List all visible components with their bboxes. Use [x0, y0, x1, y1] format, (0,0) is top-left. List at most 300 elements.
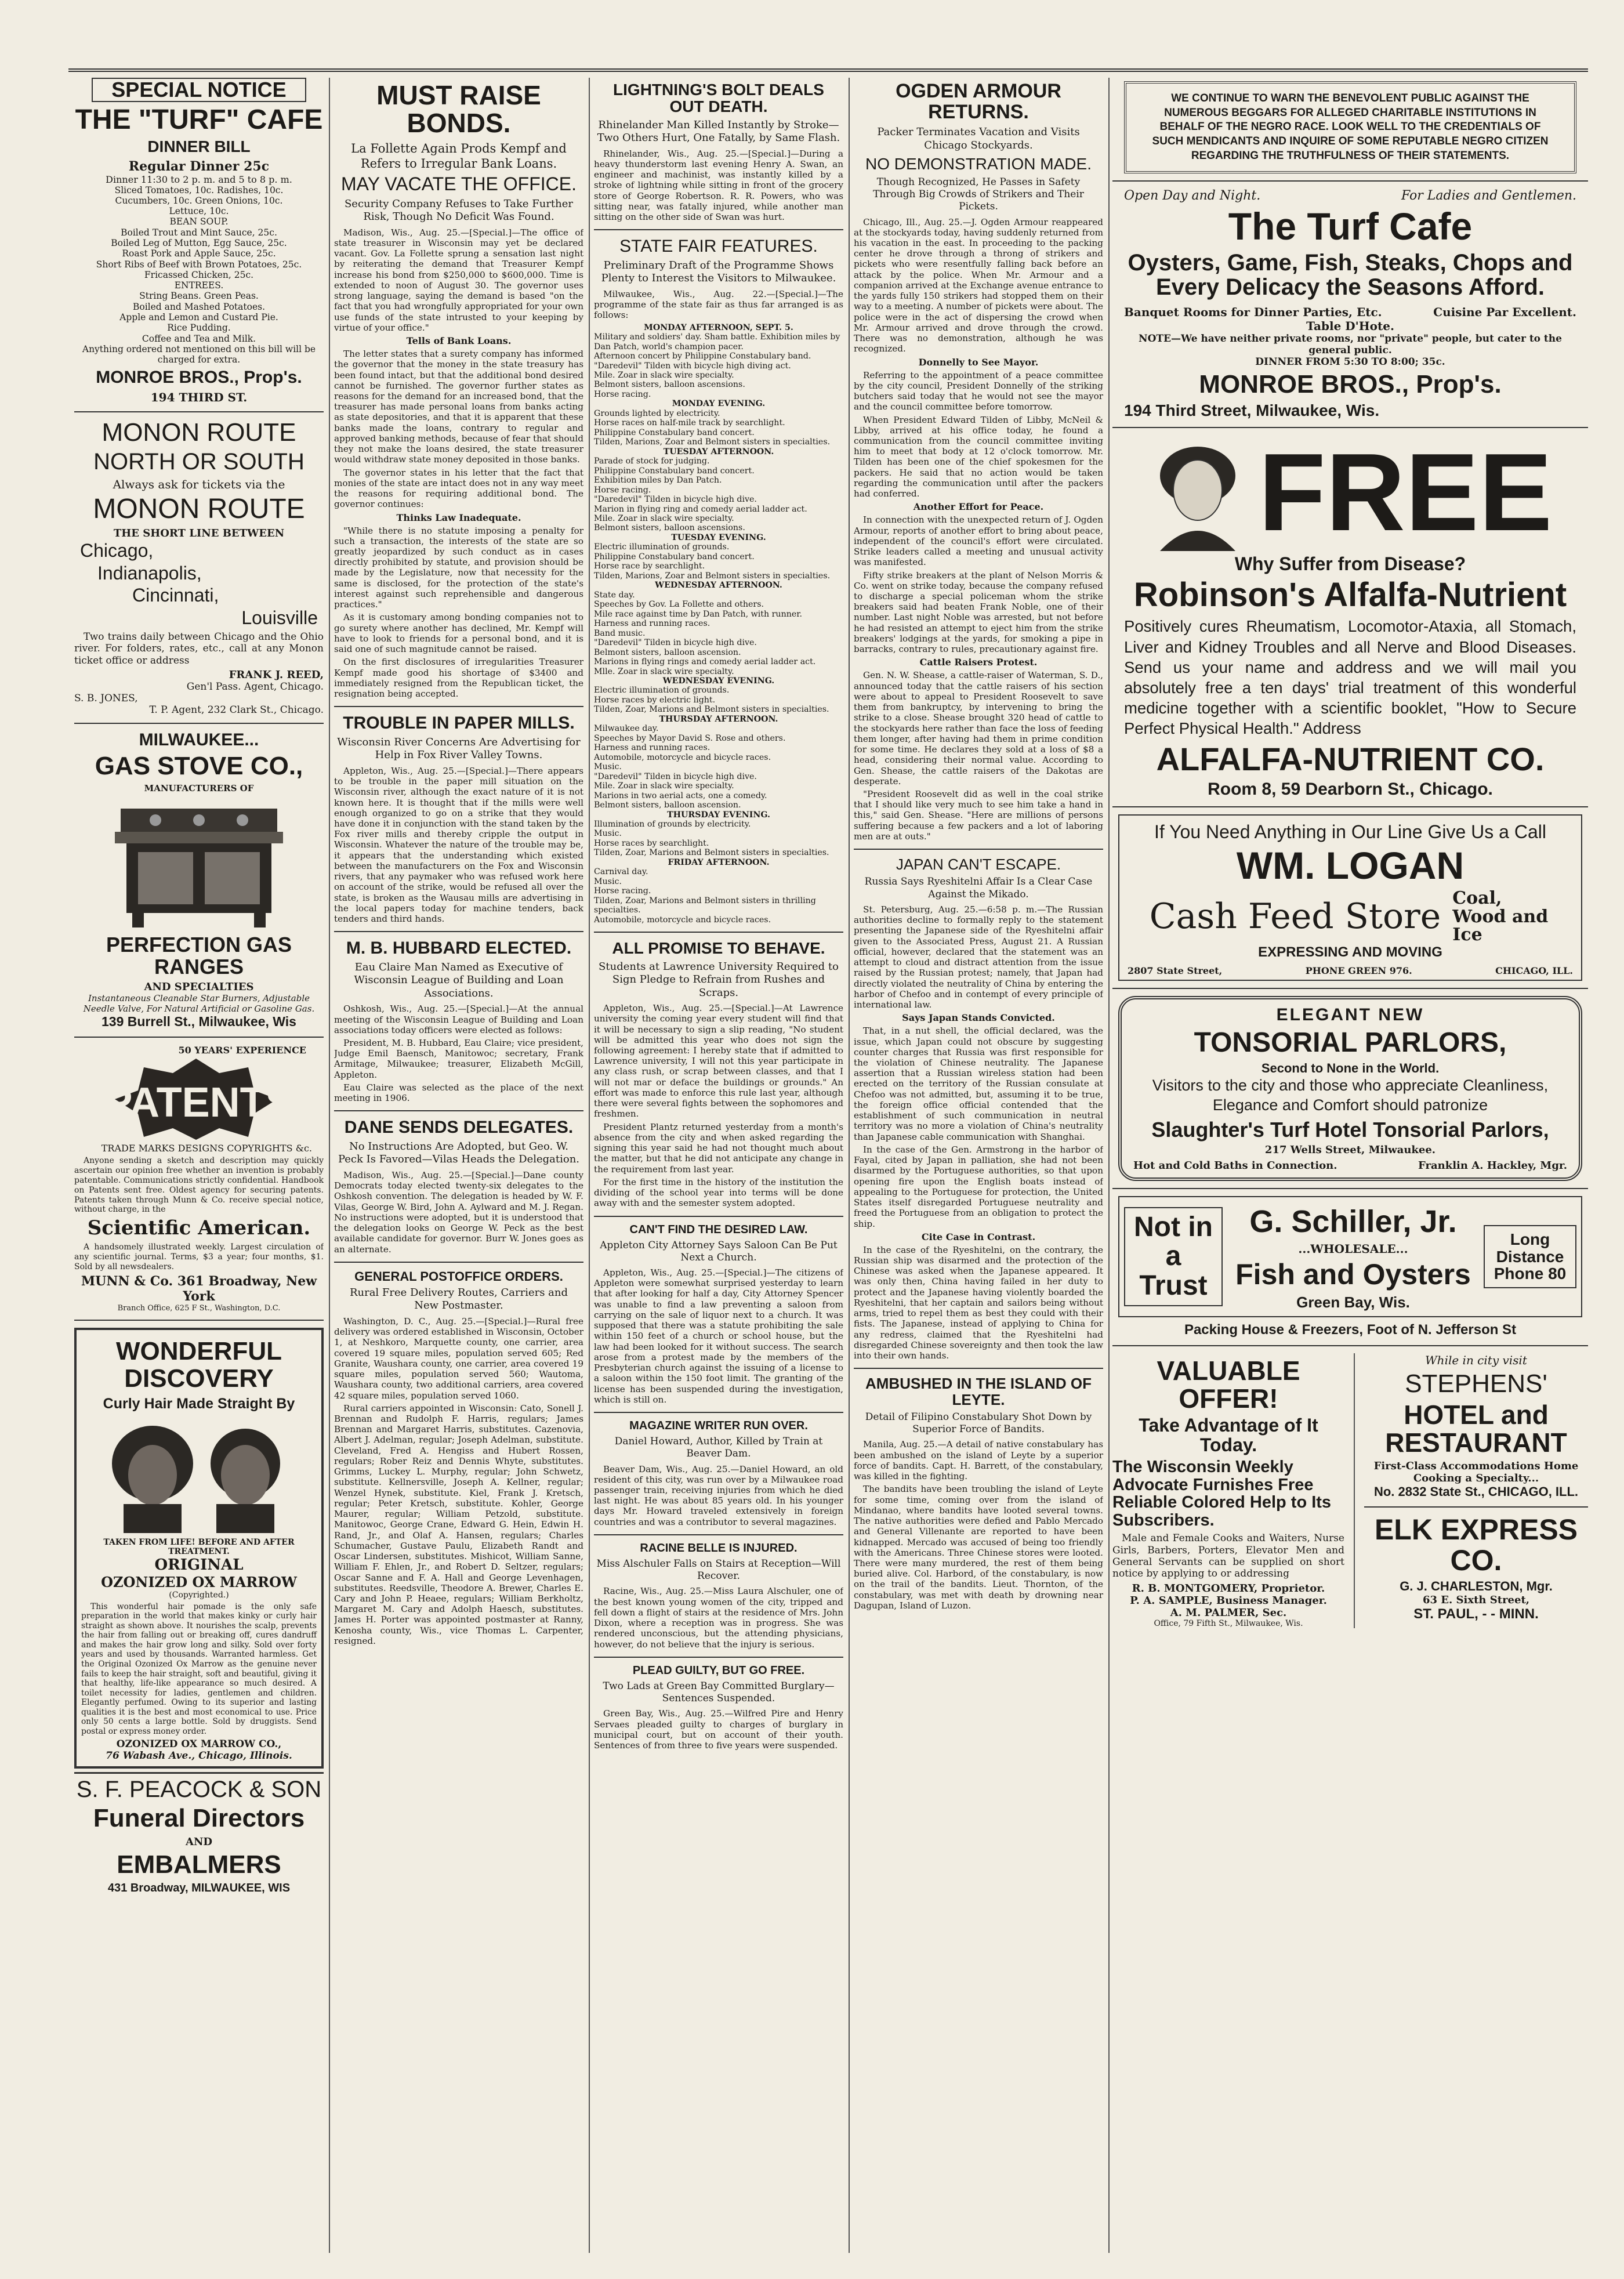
- green-bay: Green Bay, Wis.: [1296, 1293, 1410, 1311]
- turf-cafe-tagline: [1124, 189, 1576, 203]
- fair-programme: [594, 323, 843, 925]
- programme-line: Afternoon concert by Philippine Constabulary band.: [594, 352, 811, 361]
- sample: P. A. SAMPLE, Business Manager.: [1130, 1594, 1327, 1607]
- menu-item: Boiled Trout and Mint Sauce, 25c.: [121, 227, 277, 238]
- menu-item: String Beans. Green Peas.: [139, 291, 259, 302]
- headline: AMBUSHED IN THE ISLAND OF LEYTE.: [865, 1375, 1092, 1408]
- menu-item: Anything ordered not mentioned on this bill will be charged for extra.: [82, 343, 316, 365]
- logan-ad: [1118, 814, 1582, 980]
- ox-marrow-text: This wonderful hair pomade is the only safe preparation in the world that makes kinky or curly hair straight as shown above. It nourishes the scalp, prevents the hair from falling out or breaking off, cures dandruff and makes the hair grow long and silky. Sold over forty years and used by thousands. Warranted harmless. Get the Original Ozonized Ox Marrow as the genuine never fails to keep the hair straight, soft and beautiful, giving it that healthy, life-like appearance so much desired. A toilet necessity for ladies, gentlemen and children. Elegantly perfumed. Owing to its superior and lasting qualities it is the best and most economical to use. Price only 50 cents a large bottle. Sold by druggists. Send postal or express money order.: [81, 1602, 317, 1736]
- paragraph: In connection with the unexpected return of J. Ogden Armour, reports of another effort to bring about peace, independent of the council's effort were circulated. Strike leaders called a meeting and unusual activity was manifested.: [854, 515, 1103, 568]
- munn-branch: Branch Office, 625 F St., Washington, D.C.: [117, 1304, 281, 1313]
- alfalfa-address: Room 8, 59 Dearborn St., Chicago.: [1208, 780, 1493, 799]
- divider: [1112, 988, 1588, 989]
- programme-line: Exhibition miles by Dan Patch.: [594, 476, 722, 485]
- paragraph: For the first time in the history of the institution the dividing of the school year into terms will be done away with and the semester system adopted.: [594, 1176, 843, 1209]
- peacock-name: S. F. PEACOCK & SON: [74, 1772, 324, 1802]
- programme-line: Philippine Constabulary band concert.: [594, 427, 755, 437]
- headline: GENERAL POSTOFFICE ORDERS.: [354, 1269, 563, 1284]
- paragraph: President, M. B. Hubbard, Eau Claire; vice president, Judge Emil Baensch, Manitowoc; secretary, Frank Armitage, Milwaukee; treasurer, Elizabeth McGill, Appleton.: [334, 1038, 583, 1080]
- article-plead-guilty: [594, 1665, 843, 1751]
- advocate-ad: [1112, 1353, 1344, 1628]
- monroe-bros: MONROE BROS., Prop's.: [1199, 369, 1502, 398]
- programme-line: "Daredevil" Tilden in bicycle high dive.: [594, 771, 757, 781]
- turf-cafe-title: The Turf Cafe: [1228, 205, 1473, 248]
- valuable-offer: VALUABLE OFFER!: [1157, 1355, 1300, 1414]
- programme-line: Parade of stock for judging.: [594, 456, 710, 466]
- munn-address: MUNN & Co. 361 Broadway, New York: [81, 1274, 317, 1305]
- newspaper-page: [68, 68, 1588, 2259]
- headline-2: NO DEMONSTRATION MADE.: [865, 155, 1092, 173]
- table-dhote: Table D'Hote.: [1306, 318, 1394, 333]
- paragraph: Fifty strike breakers at the plant of Nelson Morris & Co. went on strike today, because the company refused to discharge a special policeman whom the strike breakers said had beaten Frank Noble, one of their number. Last night Noble was arrested, but not before he had resisted an attempt to eject him from the strike breakers' lodgings at the yards, for smoking a pipe in barracks, contrary to rules, precautionary against fire.: [854, 570, 1103, 655]
- second-to-none: Second to None in the World.: [1261, 1061, 1440, 1076]
- programme-line: Automobile, motorcycle and bicycle races.: [594, 752, 771, 762]
- column-4: [854, 78, 1103, 2253]
- programme-line: Belmont sisters, balloon ascensions.: [594, 523, 745, 533]
- menu-item: Roast Pork and Apple Sauce, 25c.: [122, 248, 276, 259]
- programme-line: MONDAY EVENING.: [672, 399, 766, 409]
- paragraph: Appleton, Wis., Aug. 25.—[Special.]—There appears to be trouble in the paper mill situation on the Wisconsin river, although the exact nature of it is not known here. It is thought that if the mills were well enough organized to go on a strike that they would have done it in conjunction with the stand taken by the Fox river mills and thereby cripple the output in Wisconsin. Whatever the nature of the trouble may be, it appears that the understanding which existed between the manufacturers on the Fox and Wisconsin rivers, that any paymaker who was refused work here on account of the strike, would be refused all over the state, is broken as the Wausau mills are advertising in the local papers today for machine tenders, back tenders and third hands.: [334, 765, 583, 925]
- divider: [334, 931, 583, 932]
- tonsorial-footer: [1133, 1160, 1567, 1172]
- special-notice-heading: SPECIAL NOTICE: [92, 78, 306, 102]
- headline: M. B. HUBBARD ELECTED.: [346, 939, 572, 958]
- trade-marks: TRADE MARKS DESIGNS COPYRIGHTS &c.: [101, 1143, 312, 1154]
- programme-line: Horse races on half-mile track by searchlight.: [594, 418, 785, 428]
- take-advantage: Take Advantage of It Today.: [1139, 1415, 1318, 1455]
- menu-item: Boiled and Mashed Potatoes.: [132, 301, 266, 312]
- turf-cafe-large-ad: [1112, 189, 1588, 419]
- while-in-city: While in city visit: [1425, 1353, 1527, 1367]
- headline: JAPAN CAN'T ESCAPE.: [896, 856, 1061, 874]
- column-rule: [1108, 78, 1110, 2253]
- paragraph: St. Petersburg, Aug. 25.—6:58 p. m.—The Russian authorities decline to formally reply to the statement presenting the Japanese side of the Ryeshitelni affair given to the Associated Press, August 21. A Russian official, however, declared that the statement was an attempt to cloud and distract attention from the issue raised by the Russian protest; namely, that Japan had directly violated the neutrality of China by entering the harbor of Chefoo and in contempt of every principle of international law.: [854, 904, 1103, 1010]
- programme-line: Tilden, Marions, Zoar and Belmont sisters in specialties.: [594, 437, 831, 447]
- menu-item: Lettuce, 10c.: [169, 206, 229, 217]
- robinson-title: Robinson's Alfalfa-Nutrient: [1133, 575, 1567, 614]
- headline: MUST RAISE BONDS.: [376, 80, 541, 139]
- headline: LIGHTNING'S BOLT DEALS OUT DEATH.: [613, 81, 824, 116]
- programme-line: Mile race against time by Dan Patch, with runner.: [594, 609, 802, 619]
- subheadline: Rural Free Delivery Routes, Carriers and New Postmaster.: [349, 1286, 568, 1312]
- st-paul: ST. PAUL, - - MINN.: [1413, 1606, 1539, 1622]
- column-2: [334, 78, 583, 2253]
- divider: [594, 1216, 843, 1217]
- programme-line: "Daredevil" Tilden in bicycle high dive.: [594, 638, 757, 648]
- article-magazine-writer: [594, 1420, 843, 1527]
- headline: RACINE BELLE IS INJURED.: [640, 1541, 798, 1555]
- article-all-promise: [594, 940, 843, 1208]
- city: Louisville: [241, 607, 318, 628]
- paragraph: Chicago, Ill., Aug. 25.—J. Ogden Armour reappeared at the stockyards today, having suddenly returned from his vacation in the east. In proceeding to the packing center he drove through a throng of strikers and pickets who were resentfully falling back before an attack by the police. When Mr. Armour and a companion arrived at the Exchange avenue entrance to the yards fully 150 strikers had stopped them on their way to a meeting. A number of pickets were about. The police were in the act of dispersing the crowd when Mr. Armour arrived and drove through the crowd. There was no demonstration, although he was recognized.: [854, 216, 1103, 354]
- subheadline: Eau Claire Man Named as Executive of Wisconsin League of Building and Loan Associations.: [354, 961, 564, 999]
- scientific-american: Scientific American.: [87, 1216, 311, 1240]
- subhead: Another Effort for Peace.: [913, 501, 1044, 513]
- programme-line: Philippine Constabulary band concert.: [594, 466, 755, 476]
- subheadline: Students at Lawrence University Required to Sign Pledge to Refrain from Rushes and Scraps.: [599, 960, 839, 999]
- gas-stove-title: GAS STOVE CO.,: [95, 751, 303, 780]
- embalmers: EMBALMERS: [117, 1850, 281, 1879]
- programme-line: MONDAY AFTERNOON, SEPT. 5.: [644, 323, 793, 332]
- agent-title: Gen'l Pass. Agent, Chicago.: [186, 681, 324, 693]
- packing-house: Packing House & Freezers, Foot of N. Jefferson St: [1184, 1321, 1517, 1338]
- programme-line: Marion in flying ring and comedy aerial ladder act.: [594, 504, 807, 514]
- subhead: Tells of Bank Loans.: [406, 335, 512, 347]
- programme-line: Tilden, Zoar, Marions and Belmont sisters in thrilling specialties.: [594, 896, 816, 915]
- paragraph: In the case of the Ryeshitelni, on the contrary, the Russian ship was disarmed and the protection of the Chinese was asked when the Japanese appeared. It was only then, China having failed in her duty to protect and the Japanese having violently boarded the Ryeshitelni, that her captain and sailors being without arms, tried to repel them as best they could with their fists. The Japanese, instead of applying to China for any redress, claimed that the Ryeshitelni had disregarded Chinese sovereignty and then took the law into their own hands.: [854, 1244, 1103, 1361]
- paragraph: Referring to the appointment of a peace committee by the city council, President Donnelly of the striking butchers said today that he would not see the mayor and the council committee before tomorrow.: [854, 369, 1103, 412]
- why-suffer: Why Suffer from Disease?: [1234, 553, 1466, 574]
- stephens-address: No. 2832 State St., CHICAGO, ILL.: [1373, 1484, 1579, 1499]
- warning-notice: [1124, 81, 1576, 173]
- paragraph: Rural carriers appointed in Wisconsin: Cato, Sonell J. Brennan and Rudolph F. Harris, regulars; James Brennan and Margaret Harris, substitutes. Cazenovia, Albert J. Adelman, regular; Joseph Adelman, substitute. Cleveland, Fred A. Hengiss and Hubert Rossen, regulars; Rober Reiz and Dennis Whyte, substitutes. Grimms, Luckey L. Murphy, regular; John Schwetz, substitute. Kellnersville, Joseph A. Kellner, regular; Wenzel Hynek, substitute. Kiel, Frank J. Kretsch, regular; Peter Kretsch, substitute. Kohler, George Maurer, regular; William Petzold, substitute. Manitowoc, George Crane, Edward G. Hein, Edwin H. Rand, Jr., and Olaf A. Hansen, regulars; Charles Schumacher, Gustave Paulu, Elizabeth Randt and Oscar Lindersen, substitutes. Mishicot, William Sanne, William F. Ehlen, Jr., and Robert D. Seltzer, regulars; Oscar Sanne and F. A. Hall and George Levenhagen, substitutes. Reedsville, Theodore A. Brewer, Charles E. Cary and John P. Heaee, regulars; William Berkholtz, Margaret M. Cary and Adolph Haesch, substitutes. James H. Porter was appointed postmaster at Ranny, Kenosha county, Wis., vice Thomas L. Carpenter, resigned.: [334, 1403, 583, 1646]
- burners-text: Instantaneous Cleanable Star Burners, Adjustable Needle Valve, For Natural Artificial or Gasoline Gas.: [83, 993, 315, 1015]
- north-south: NORTH OR SOUTH: [93, 449, 304, 475]
- manufacturers-of: MANUFACTURERS OF: [144, 782, 254, 794]
- monroe-address: 194 THIRD ST.: [150, 390, 248, 404]
- banquet-row: [1124, 305, 1576, 319]
- sci-am-text: A handsomely illustrated weekly. Largest circulation of any scientific journal. Terms, $3 a year; four months, $1. Sold by all newsdealers.: [74, 1242, 324, 1271]
- subheadline: Daniel Howard, Author, Killed by Train at Beaver Dam.: [614, 1436, 823, 1460]
- cash-feed-store: Cash Feed Store: [1149, 896, 1441, 937]
- programme-line: THURSDAY EVENING.: [667, 810, 770, 820]
- slaughter-parlors: Slaughter's Turf Hotel Tonsorial Parlors,: [1151, 1117, 1549, 1142]
- programme-line: Electric illumination of grounds.: [594, 542, 730, 552]
- programme-line: Philippine Constabulary band concert.: [594, 552, 755, 561]
- paragraph: Oshkosh, Wis., Aug. 25.—[Special.]—At the annual meeting of the Wisconsin League of Building and Loan associations today officers were elected as follows:: [334, 1003, 583, 1035]
- divider: [74, 411, 324, 412]
- divider: [1364, 1506, 1588, 1508]
- menu-item: Coffee and Tea and Milk.: [142, 333, 256, 344]
- divider: [594, 932, 843, 933]
- article-leyte: [854, 1376, 1103, 1611]
- article-postoffice-orders: [334, 1270, 583, 1646]
- paragraph: That, in a nut shell, the official declared, was the issue, which Japan could not obscure by suggesting counter charges that Russia was first responsible for the violation of Chinese neutrality. The Japanese assertion that a Russian wireless station had been erected on the territory of the Russian consulate at Chefoo was not admitted, but, assuming it to be true, the foreign office official contended that the establishment of such communication in neutral territory was no more a violation of China's neutrality than Japanese cable communication with Shanghai.: [854, 1026, 1103, 1142]
- subheadline: Packer Terminates Vacation and Visits Chicago Stockyards.: [877, 126, 1080, 151]
- programme-line: Mlle. Zoar in slack wire specialty.: [594, 666, 734, 676]
- programme-line: Belmont sisters, balloon ascension.: [594, 647, 741, 657]
- divider: [334, 706, 583, 707]
- logan-city: CHICAGO, ILL.: [1495, 965, 1573, 976]
- programme-line: THURSDAY AFTERNOON.: [659, 714, 778, 724]
- programme-line: Band music.: [594, 628, 646, 638]
- article-paper-mills: [334, 714, 583, 924]
- paragraph: Green Bay, Wis., Aug. 25.—Wilfred Pire and Henry Servaes pleaded guilty to charges of burglary in municipal court, but on account of their youth. Sentences of from three to five years were suspended.: [594, 1708, 843, 1751]
- always-ask: Always ask for tickets via the: [113, 477, 285, 492]
- copyrighted: (Copyrighted.): [169, 1590, 229, 1600]
- and-label: AND: [185, 1835, 213, 1848]
- paragraph: Appleton, Wis., Aug. 25.—[Special.]—The citizens of Appleton were somewhat surprised yesterday to learn that after looking for half a day, City Attorney Spencer was unable to find a law preventing a saloon from carrying on the sale of liquor next to a church. It was supposed that there was a statute prohibiting the sale within 150 feet of a church or school house, but the law had been looked for it without success. The search arose from a protest made by the members of the Presbyterian church against the issuing of a license to a saloon within the 150 foot limit. The granting of the license has been suspended during the investigation, which is still on.: [594, 1267, 843, 1405]
- subhead: Thinks Law Inadequate.: [396, 512, 521, 523]
- turf-cafe-ad: [74, 78, 324, 404]
- expressing-moving: EXPRESSING AND MOVING: [1258, 944, 1442, 960]
- menu-item: BEAN SOUP.: [169, 216, 229, 227]
- divider: [1112, 806, 1588, 807]
- montgomery: R. B. MONTGOMERY, Proprietor.: [1132, 1582, 1325, 1595]
- headline: ALL PROMISE TO BEHAVE.: [612, 939, 825, 958]
- programme-line: Milwaukee day.: [594, 724, 659, 734]
- article-japan: [854, 857, 1103, 1361]
- short-line: THE SHORT LINE BETWEEN: [113, 527, 285, 540]
- subheadline: Miss Alschuler Falls on Stairs at Reception—Will Recover.: [596, 1557, 841, 1582]
- programme-line: "Daredevil" Tilden with bicycle high diving act.: [594, 361, 791, 371]
- tonsorial-parlors: TONSORIAL PARLORS,: [1194, 1027, 1507, 1058]
- subheadline: Detail of Filipino Constabulary Shot Down by Superior Force of Bandits.: [865, 1411, 1092, 1436]
- headline: STATE FAIR FEATURES.: [619, 237, 818, 256]
- programme-line: State day.: [594, 590, 635, 600]
- hot-cold-baths: Hot and Cold Baths in Connection.: [1133, 1160, 1337, 1172]
- column-rule: [589, 78, 590, 2253]
- advocate-office: Office, 79 Fifth St., Milwaukee, Wis.: [1154, 1618, 1303, 1628]
- help-text: Male and Female Cooks and Waiters, Nurse Girls, Barbers, Porters, Elevator Men and General Servants can be supplied on short notice by applying to or addressing: [1112, 1532, 1344, 1580]
- paragraph: As it is customary among bonding companies not to go surety where another has declined, Mr. Kempf will have to look to friends for a personal bond, and it is said one of such magnitude cannot be raised.: [334, 612, 583, 655]
- turf-title: THE "TURF" CAFE: [75, 104, 323, 135]
- subheadline: La Follette Again Prods Kempf and Refers to Irregular Bank Loans.: [351, 141, 567, 171]
- original: ORIGINAL: [154, 1556, 244, 1574]
- paragraph: Manila, Aug. 25.—A detail of native constabulary has been ambushed on the island of Leyte by a superior force of bandits. Capt. H. Barrett, of the constabulary, was killed in the fighting.: [854, 1439, 1103, 1482]
- divider: [594, 1412, 843, 1413]
- coal-wood-ice: Coal, Wood and Ice: [1452, 888, 1549, 945]
- programme-line: Speeches by Gov. La Follette and others.: [594, 600, 764, 610]
- gas-stove-ad: [74, 731, 324, 1030]
- gas-stove-address: 139 Burrell St., Milwaukee, Wis: [102, 1014, 296, 1030]
- headline: CAN'T FIND THE DESIRED LAW.: [629, 1223, 808, 1236]
- programme-line: Mile. Zoar in slack wire specialty.: [594, 781, 734, 791]
- programme-line: Horse races by electric light.: [594, 695, 716, 705]
- article-desired-law: [594, 1224, 843, 1405]
- divider: [594, 1534, 843, 1535]
- cash-feed-row: [1128, 889, 1573, 944]
- programme-line: Horse racing.: [594, 485, 651, 495]
- for-ladies: For Ladies and Gentlemen.: [1401, 189, 1576, 204]
- column-rule: [1354, 1353, 1355, 1628]
- monroe-address: 194 Third Street, Milwaukee, Wis.: [1124, 401, 1380, 419]
- milwaukee-label: MILWAUKEE...: [139, 730, 259, 750]
- menu-list: [74, 185, 324, 365]
- programme-line: Tilden, Zoar, Marions and Belmont sisters in specialties.: [594, 848, 829, 858]
- monon-route-ad: [74, 419, 324, 716]
- programme-line: Marions in two aerial acts, one a comedy.: [594, 791, 767, 800]
- subheadline: Appleton City Attorney Says Saloon Can Be Put Next a Church.: [600, 1239, 838, 1263]
- dinner-hours: DINNER FROM 5:30 TO 8:00; 35c.: [1255, 356, 1445, 368]
- ox-marrow-company: OZONIZED OX MARROW CO.,: [116, 1738, 282, 1751]
- funeral-directors: Funeral Directors: [93, 1804, 305, 1833]
- specialties: AND SPECIALTIES: [144, 981, 254, 994]
- subhead: Cite Case in Contrast.: [921, 1231, 1036, 1242]
- weekly-advocate: The Wisconsin Weekly Advocate Furnishes Free Reliable Colored Help to Its Subscribers.: [1112, 1458, 1332, 1530]
- paragraph: The governor states in his letter that the fact that monies of the state are intact does not in any way meet the reasons for requiring additional bond. The governor continues:: [334, 467, 583, 510]
- article-must-raise-bonds: [334, 81, 583, 699]
- paragraph: Madison, Wis., Aug. 25.—[Special.]—Dane county Democrats today elected twenty-six delegates to the Oshkosh convention. The delegation is headed by W. F. Vilas, George W. Bird, John A. Aylward and M. J. Regan. No instructions were adopted, but it is understood that the delegation looks on George W. Peck as the best available candidate for governor. Burr W. Jones goes as an alternate.: [334, 1169, 583, 1255]
- divider: [1112, 180, 1588, 182]
- peacock-ad: [74, 1772, 324, 1894]
- regular-dinner: Regular Dinner 25c: [128, 158, 270, 174]
- paragraph: Beaver Dam, Wis., Aug. 25.—Daniel Howard, an old resident of this city, was run over by a Milwaukee road passenger train, receiving injuries from which he died last night. He was about 85 years old. In his younger days Mr. Howard traveled extensively in foreign countries and was a contributor to several magazines.: [594, 1463, 843, 1527]
- wholesale: ...WHOLESALE...: [1298, 1242, 1408, 1256]
- menu-item: Short Ribs of Beef with Brown Potatoes, 25c.: [96, 259, 302, 270]
- programme-line: WEDNESDAY AFTERNOON.: [655, 581, 782, 590]
- agent-name: FRANK J. REED,: [229, 669, 324, 682]
- divider: [334, 1110, 583, 1111]
- programme-line: FRIDAY AFTERNOON.: [668, 857, 770, 867]
- programme-line: Automobile, motorcycle and bicycle races.: [594, 915, 771, 925]
- subheadline-2: Security Company Refuses to Take Further Risk, Though No Deficit Was Found.: [344, 197, 574, 223]
- divider: [1112, 1345, 1588, 1346]
- peacock-address: 431 Broadway, MILWAUKEE, WIS: [107, 1881, 291, 1894]
- perfection-gas-ranges: PERFECTION GAS RANGES: [106, 932, 292, 979]
- paragraph: Milwaukee, Wis., Aug. 22.—[Special.]—The programme of the state fair as thus far arranged is as follows:: [594, 288, 843, 321]
- schiller-name: G. Schiller, Jr.: [1249, 1204, 1457, 1240]
- divider: [74, 1320, 324, 1321]
- oysters-text: Oysters, Game, Fish, Steaks, Chops and Every Delicacy the Seasons Afford.: [1128, 249, 1573, 300]
- banquet-rooms: Banquet Rooms for Dinner Parties, Etc.: [1124, 305, 1382, 319]
- hackley-mgr: Franklin A. Hackley, Mgr.: [1418, 1160, 1567, 1172]
- divider: [594, 1657, 843, 1658]
- headline-2: MAY VACATE THE OFFICE.: [341, 173, 577, 195]
- menu-item: Cucumbers, 10c. Green Onions, 10c.: [115, 195, 283, 206]
- dinner-bill: DINNER BILL: [147, 137, 251, 156]
- divider: [1112, 1188, 1588, 1189]
- headline: DANE SENDS DELEGATES.: [344, 1118, 574, 1137]
- paragraph: In the case of the Gen. Armstrong in the harbor of Fayal, cited by Japan in palliation, she had not been disarmed by the Portuguese authorities, so that upon opening fire upon the English boats instead of appealing to the Portuguese for protection, the United States itself disregarded Portuguese neutrality and freed the Portuguese from an obligation to protect the ship.: [854, 1144, 1103, 1229]
- logan-contact: [1128, 965, 1573, 976]
- monroe-bros: MONROE BROS., Prop's.: [96, 368, 302, 387]
- subheadline: Rhinelander Man Killed Instantly by Stroke—Two Others Hurt, One Fatally, by Same Flash.: [597, 118, 840, 144]
- divider: [854, 1368, 1103, 1369]
- programme-line: Tilden, Marions, Zoar and Belmont sisters in specialties.: [594, 571, 831, 581]
- programme-line: Mile. Zoar in slack wire specialty.: [594, 514, 734, 523]
- divider: [1112, 427, 1588, 428]
- programme-line: Mile. Zoar in slack wire specialty.: [594, 370, 734, 380]
- city: Chicago,: [80, 540, 154, 561]
- paragraph: Eau Claire was selected as the place of the next meeting in 1906.: [334, 1082, 583, 1104]
- programme-line: Marions in flying rings and comedy aerial ladder act.: [594, 657, 816, 667]
- right-ad-section: [1112, 78, 1588, 2259]
- ox-marrow-ad: [74, 1328, 324, 1769]
- article-state-fair: [594, 237, 843, 925]
- programme-line: "Daredevil" Tilden in bicycle high dive.: [594, 495, 757, 505]
- turf-note: NOTE—We have neither private rooms, nor "private" people, but cater to the general public.: [1139, 332, 1562, 356]
- sixth-street: 63 E. Sixth Street,: [1422, 1594, 1530, 1607]
- programme-line: Belmont sisters, balloon ascension.: [594, 800, 741, 810]
- menu-item: Apple and Lemon and Custard Pie.: [119, 311, 278, 323]
- programme-line: Carnival day.: [594, 867, 648, 877]
- subheadline: Russia Says Ryeshitelni Affair Is a Clear Case Against the Mikado.: [864, 876, 1093, 900]
- menu-item: ENTREES.: [174, 280, 224, 291]
- programme-line: Belmont sisters, balloon ascensions.: [594, 380, 745, 390]
- hotel-restaurant: HOTEL and RESTAURANT: [1385, 1399, 1567, 1458]
- patent-text: Anyone sending a sketch and description may quickly ascertain our opinion free whether an invention is probably patentable. Communications strictly confidential. Handbook on Patents sent free. Oldest agency for securing patents. Patents taken through Munn & Co. receive special notice, without charge, in the: [74, 1156, 324, 1215]
- city-list: [74, 539, 324, 629]
- fish-oysters: Fish and Oysters: [1235, 1258, 1471, 1291]
- article-dane-delegates: [334, 1118, 583, 1254]
- column-rule: [329, 78, 330, 2253]
- not-in-trust: Not in a Trust: [1124, 1207, 1223, 1306]
- visitors-text: Visitors to the city and those who appreciate Cleanliness, Elegance and Comfort should patronize: [1152, 1077, 1549, 1114]
- paragraph: Washington, D. C., Aug. 25.—[Special.]—Rural free delivery was ordered established in Wisconsin, October 1, at Neshkoro, Marquette county, one carrier, area covered 19 square miles, population served 605; Red Granite, Waushara county, one carrier, area covered 19 square miles, population served 560; Wautoma, Waushara county, two additional carriers, area covered 42 square miles, population served 1060.: [334, 1316, 583, 1401]
- menu-item: Rice Pudding.: [167, 323, 231, 334]
- programme-line: Music.: [594, 876, 622, 886]
- alfalfa-text: Positively cures Rheumatism, Locomotor-Ataxia, all Stomach, Liver and Kidney Troubles and all Nerve and Blood Diseases. Send us your name and address and we will mail you absolutely free a ten days' trial treatment of this wonderful medicine together with a scientific booklet, "How to Secure Perfect Physical Health." Address: [1124, 617, 1576, 738]
- if-you-need: If You Need Anything in Our Line Give Us a Call: [1154, 821, 1546, 843]
- stephens-name: STEPHENS': [1405, 1369, 1547, 1398]
- agent-name-2: S. B. JONES,: [74, 693, 138, 705]
- elegant-new: ELEGANT NEW: [1276, 1005, 1424, 1024]
- paragraph: Madison, Wis., Aug. 25.—[Special.]—The office of state treasurer in Wisconsin may yet be declared vacant. Gov. La Follette sprung a sensation last night by reiterating the demand that Treasurer Kempf increase his bond from $250,000 to $600,000. Time is extended to noon of August 30. The governor uses strong language, saying the demand is based "on the fact that you had wrongfully appropriated for your own use funds of the state intrusted to your keeping by virtue of your office.": [334, 227, 583, 333]
- warning-text: WE CONTINUE TO WARN THE BENEVOLENT PUBLIC AGAINST THE NUMEROUS BEGGARS FOR ALLEGED CHARITABLE INSTITUTIONS IN BEHALF OF THE NEGRO RACE. LOOK WELL TO THE CREDENTIALS OF SUCH MENDICANTS AND INQUIRE OF SOME REPUTABLE NEGRO CITIZEN REGARDING THE TRUTHFULNESS OF THEIR STATEMENTS.: [1152, 92, 1549, 162]
- column-1-ads: [74, 78, 324, 2253]
- woman-portrait: [1148, 435, 1247, 551]
- alfalfa-company: ALFALFA-NUTRIENT CO.: [1156, 740, 1545, 777]
- agent-title-2: T. P. Agent, 232 Clark St., Chicago.: [149, 704, 324, 716]
- divider: [854, 849, 1103, 850]
- divider: [74, 723, 324, 724]
- logan-name: WM. LOGAN: [1236, 843, 1464, 887]
- free-banner: [1124, 431, 1576, 555]
- logan-address: 2807 State Street,: [1128, 965, 1223, 976]
- headline: PLEAD GUILTY, BUT GO FREE.: [632, 1664, 805, 1677]
- programme-line: Horse racing.: [594, 886, 651, 896]
- patents-seal: [74, 1056, 324, 1143]
- paragraph: Gen. N. W. Shease, a cattle-raiser of Waterman, S. D., announced today that the cattle raisers of his section were about to appeal to President Roosevelt to save them from bankruptcy, by intervening to bring the strike to a close. Shease brought 320 head of cattle to the stockyards here rather than face the loss of feeding them longer, after having had them in prime condition for some time. He declares they sold at a loss of $8 a head, considering their normal value. According to Gen. Shease, the cattle raisers of the Dakotas are desperate.: [854, 670, 1103, 787]
- programme-line: TUESDAY EVENING.: [671, 532, 766, 542]
- article-racine-belle: [594, 1542, 843, 1650]
- divider: [594, 229, 843, 230]
- schiller-center: [1223, 1202, 1484, 1311]
- article-ogden-armour: [854, 81, 1103, 842]
- cuisine: Cuisine Par Excellent.: [1433, 305, 1576, 319]
- dinner-hours: Dinner 11:30 to 2 p. m. and 5 to 8 p. m.: [106, 173, 292, 185]
- programme-line: Harness and running races.: [594, 619, 710, 629]
- subheadline: Preliminary Draft of the Programme Shows Plenty to Interest the Visitors to Milwaukee.: [601, 259, 836, 285]
- menu-item: Sliced Tomatoes, 10c. Radishes, 10c.: [114, 184, 284, 195]
- subhead: Cattle Raisers Protest.: [919, 657, 1038, 668]
- bottom-ads: [1112, 1353, 1588, 1628]
- long-distance-phone: Long Distance Phone 80: [1484, 1225, 1576, 1288]
- stephens-elk-ads: [1364, 1353, 1588, 1628]
- menu-item: Fricassed Chicken, 25c.: [144, 269, 254, 280]
- taken-from-life: TAKEN FROM LIFE! BEFORE AND AFTER TREATMENT.: [103, 1537, 295, 1556]
- paragraph: Racine, Wis., Aug. 25.—Miss Laura Alschuler, one of the best known young women of the city, tripped and fell down a flight of stairs at the residence of Mrs. John Dixon, where a reception was in progress. She was rendered unconscious, but the attending physicians, however, do not believe that the injury is serious.: [594, 1586, 843, 1650]
- column-3: [594, 78, 843, 2253]
- divider: [74, 1037, 324, 1038]
- paragraph: "While there is no statute imposing a penalty for such a transaction, the interests of the state are so greatly jeopardized by such conduct as in cases directly prohibited by statute, and provision should be made by the Legislature, now that necessity for the same is disclosed, for the protection of the state's interest against such reprehensible and dangerous practices.": [334, 525, 583, 610]
- wells-street: 217 Wells Street, Milwaukee.: [1264, 1144, 1436, 1157]
- headline: TROUBLE IN PAPER MILLS.: [343, 713, 575, 733]
- schiller-ad: [1118, 1196, 1582, 1317]
- ox-marrow-address: 76 Wabash Ave., Chicago, Illinois.: [106, 1750, 292, 1762]
- monon-text: Two trains daily between Chicago and the Ohio river. For folders, rates, etc., call at any Monon ticket office or address: [74, 631, 324, 666]
- curly-hair: Curly Hair Made Straight By: [103, 1395, 295, 1412]
- headline: OGDEN ARMOUR RETURNS.: [896, 80, 1061, 123]
- subheadline: Wisconsin River Concerns Are Advertising for Help in Fox River Valley Towns.: [337, 735, 581, 762]
- city: Indianapolis,: [97, 562, 202, 584]
- patents-title: PATENTS: [104, 1079, 293, 1126]
- programme-line: TUESDAY AFTERNOON.: [663, 447, 774, 456]
- divider: [334, 1262, 583, 1263]
- paragraph: President Plantz returned yesterday from a month's absence from the city and when asked regarding the signing this year said he had not thought much about the matter, but that he did not anticipate any change in the requirement from last year.: [594, 1121, 843, 1175]
- programme-line: Music.: [594, 829, 622, 839]
- subhead: Donnelly to See Mayor.: [918, 356, 1039, 368]
- menu-item: Boiled Leg of Mutton, Egg Sauce, 25c.: [111, 237, 287, 248]
- subhead: Says Japan Stands Convicted.: [902, 1012, 1055, 1024]
- column-rule: [849, 78, 850, 2253]
- alfalfa-ad: [1112, 431, 1588, 799]
- monon-route-title: MONON ROUTE: [102, 418, 296, 447]
- gas-range-illustration: [103, 797, 295, 930]
- logan-phone: PHONE GREEN 976.: [1305, 965, 1412, 976]
